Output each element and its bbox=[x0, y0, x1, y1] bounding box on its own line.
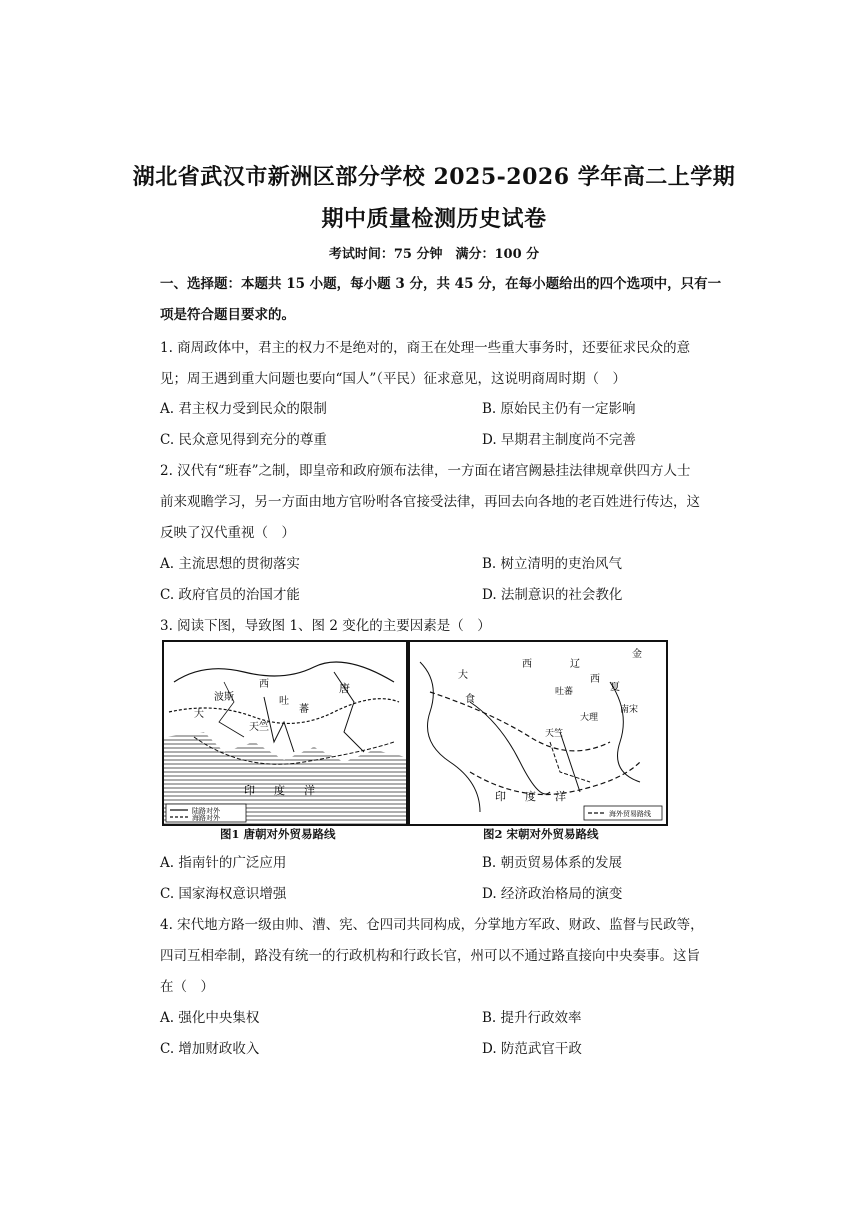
question-1-option-b[interactable]: B. 原始民主仍有一定影响 bbox=[482, 401, 636, 417]
tang-legend-land: 陆路对外 bbox=[192, 807, 220, 815]
question-4-line2: 四司互相牵制，路没有统一的行政机构和行政长官，州可以不通过路直接向中央奏事。这旨 bbox=[160, 948, 700, 964]
song-label-ocean3: 洋 bbox=[555, 790, 566, 803]
question-3-option-d[interactable]: D. 经济政治格局的演变 bbox=[482, 886, 623, 902]
tang-label-dashi: 大 bbox=[194, 709, 204, 720]
map1-caption: 图1 唐朝对外贸易路线 bbox=[220, 827, 336, 841]
tang-label-xi: 西 bbox=[259, 679, 269, 690]
song-label-tianzhu: 天竺 bbox=[545, 729, 564, 739]
song-label-tubo: 吐蕃 bbox=[555, 687, 574, 697]
question-4-option-d[interactable]: D. 防范武官干政 bbox=[482, 1041, 582, 1057]
section-instruction-line2: 项是符合题目要求的。 bbox=[160, 307, 295, 323]
question-4-line1: 4. 宋代地方路一级由帅、漕、宪、仓四司共同构成，分掌地方军政、财政、监督与民政等， bbox=[160, 917, 704, 933]
tang-label-ocean1: 印 bbox=[244, 784, 255, 797]
tang-label-tianzhu: 天竺 bbox=[249, 722, 269, 733]
song-label-jin: 金 bbox=[632, 649, 642, 660]
question-2-line2: 前来观瞻学习，另一方面由地方官吩咐各官接受法律，再回去向各地的老百姓进行传达，这 bbox=[160, 494, 700, 510]
question-2-option-c[interactable]: C. 政府官员的治国才能 bbox=[160, 587, 300, 603]
question-1-line2: 见；周王遇到重大问题也要向“国人”（平民）征求意见，这说明商周时期（ ） bbox=[160, 371, 627, 387]
song-label-dashi2: 食 bbox=[465, 694, 475, 705]
question-1-option-c[interactable]: C. 民众意见得到充分的尊重 bbox=[160, 432, 327, 448]
song-legend-sea: 海外贸易路线 bbox=[609, 810, 651, 818]
tang-label-bo: 蕃 bbox=[299, 704, 309, 715]
question-4-option-c[interactable]: C. 增加财政收入 bbox=[160, 1041, 260, 1057]
song-label-nansong: 南宋 bbox=[620, 705, 639, 715]
song-label-xixia2: 夏 bbox=[610, 682, 620, 693]
question-3-option-b[interactable]: B. 朝贡贸易体系的发展 bbox=[482, 855, 623, 871]
tang-label-persia: 波斯 bbox=[214, 692, 234, 703]
tang-label-ocean3: 洋 bbox=[304, 784, 315, 797]
song-label-xiliao: 西 bbox=[522, 659, 532, 670]
question-1-option-a[interactable]: A. 君主权力受到民众的限制 bbox=[160, 401, 327, 417]
song-map-drawing bbox=[410, 642, 666, 824]
tang-label-ocean2: 度 bbox=[274, 784, 285, 797]
map2-caption: 图2 宋朝对外贸易路线 bbox=[483, 827, 599, 841]
tang-map-drawing bbox=[164, 642, 406, 824]
song-label-xixia1: 西 bbox=[590, 674, 600, 685]
song-label-dashi1: 大 bbox=[458, 670, 468, 681]
song-label-ocean1: 印 bbox=[495, 790, 506, 803]
section-instruction-line1: 一、选择题：本题共 15 小题，每小题 3 分，共 45 分，在每小题给出的四个选项中，只有一 bbox=[160, 276, 722, 292]
tang-label-tu: 吐 bbox=[279, 696, 289, 707]
question-4-option-b[interactable]: B. 提升行政效率 bbox=[482, 1010, 582, 1026]
song-trade-map bbox=[408, 640, 668, 826]
song-label-ocean2: 度 bbox=[525, 790, 536, 803]
tang-trade-map bbox=[162, 640, 408, 826]
question-3-option-c[interactable]: C. 国家海权意识增强 bbox=[160, 886, 287, 902]
question-3-option-a[interactable]: A. 指南针的广泛应用 bbox=[160, 855, 287, 871]
song-label-dali: 大理 bbox=[580, 713, 599, 723]
question-4-line3: 在（ ） bbox=[160, 979, 214, 995]
exam-info: 考试时间：75 分钟 满分：100 分 bbox=[328, 247, 540, 262]
question-3-line1: 3. 阅读下图，导致图 1、图 2 变化的主要因素是（ ） bbox=[160, 618, 491, 634]
tang-legend-sea: 海路对外 bbox=[192, 814, 220, 822]
song-label-liao: 辽 bbox=[570, 659, 580, 670]
question-1-line1: 1. 商周政体中，君主的权力不是绝对的，商王在处理一些重大事务时，还要征求民众的意 bbox=[160, 340, 691, 356]
exam-title-line2: 期中质量检测历史试卷 bbox=[321, 206, 547, 232]
question-2-option-a[interactable]: A. 主流思想的贯彻落实 bbox=[160, 556, 300, 572]
tang-label-tang: 唐 bbox=[339, 682, 350, 695]
question-2-option-b[interactable]: B. 树立清明的吏治风气 bbox=[482, 556, 623, 572]
question-2-option-d[interactable]: D. 法制意识的社会教化 bbox=[482, 587, 623, 603]
question-1-option-d[interactable]: D. 早期君主制度尚不完善 bbox=[482, 432, 636, 448]
question-4-option-a[interactable]: A. 强化中央集权 bbox=[160, 1010, 260, 1026]
question-2-line1: 2. 汉代有“班春”之制，即皇帝和政府颁布法律，一方面在诸宫阙悬挂法律规章供四方人士 bbox=[160, 463, 691, 479]
question-2-line3: 反映了汉代重视（ ） bbox=[160, 525, 295, 541]
exam-title-line1: 湖北省武汉市新洲区部分学校 2025-2026 学年高二上学期 bbox=[132, 164, 736, 190]
